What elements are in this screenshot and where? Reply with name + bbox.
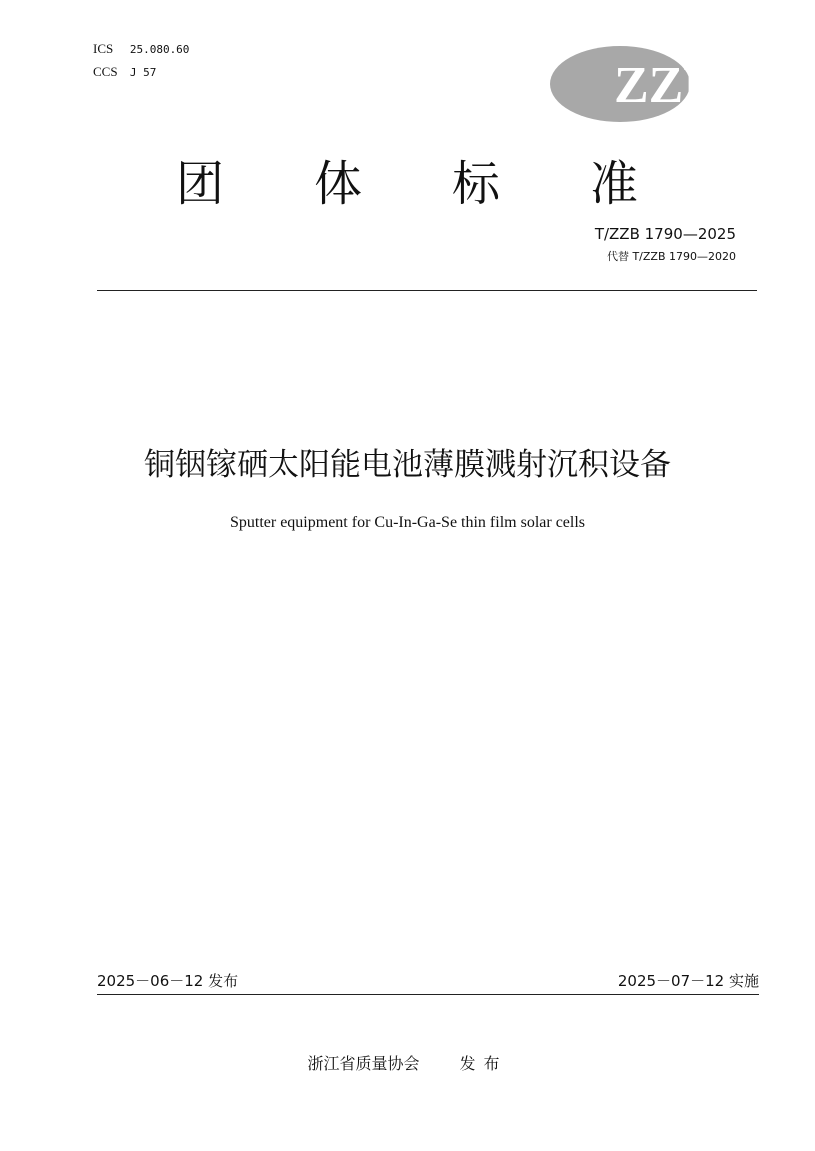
- ics-value: 25.080.60: [129, 43, 190, 56]
- standard-type-char: 团: [176, 156, 225, 212]
- ics-row: [93, 38, 189, 61]
- standard-type: [176, 154, 646, 214]
- publisher-line: [0, 1051, 815, 1077]
- standard-type-char: 准: [590, 156, 639, 212]
- logo-text: ZZB: [614, 57, 719, 114]
- footer-divider: [97, 994, 759, 995]
- publisher-org: 浙江省质量协会: [307, 1054, 420, 1073]
- ccs-label: CCS: [93, 64, 118, 79]
- document-title-en: Sputter equipment for Cu-In-Ga-Se thin film solar cells: [229, 514, 586, 531]
- standard-type-char: 体: [314, 156, 363, 212]
- publisher-action: 发布: [459, 1054, 508, 1073]
- replaces-standard: 代替 T/ZZB 1790—2020: [606, 250, 736, 263]
- zzb-logo: [546, 44, 742, 128]
- effective-date: 2025－07－12 实施: [617, 972, 759, 990]
- ccs-row: [93, 61, 189, 84]
- issue-date: 2025－06－12 发布: [97, 972, 239, 990]
- ccs-value: J 57: [129, 66, 157, 79]
- ics-label: ICS: [93, 41, 114, 56]
- header-divider: [97, 290, 757, 291]
- classification-codes: [93, 38, 189, 84]
- standard-number: T/ZZB 1790—2025: [594, 225, 736, 243]
- document-title-zh: 铜铟镓硒太阳能电池薄膜溅射沉积设备: [144, 447, 671, 483]
- standard-type-char: 标: [452, 156, 501, 212]
